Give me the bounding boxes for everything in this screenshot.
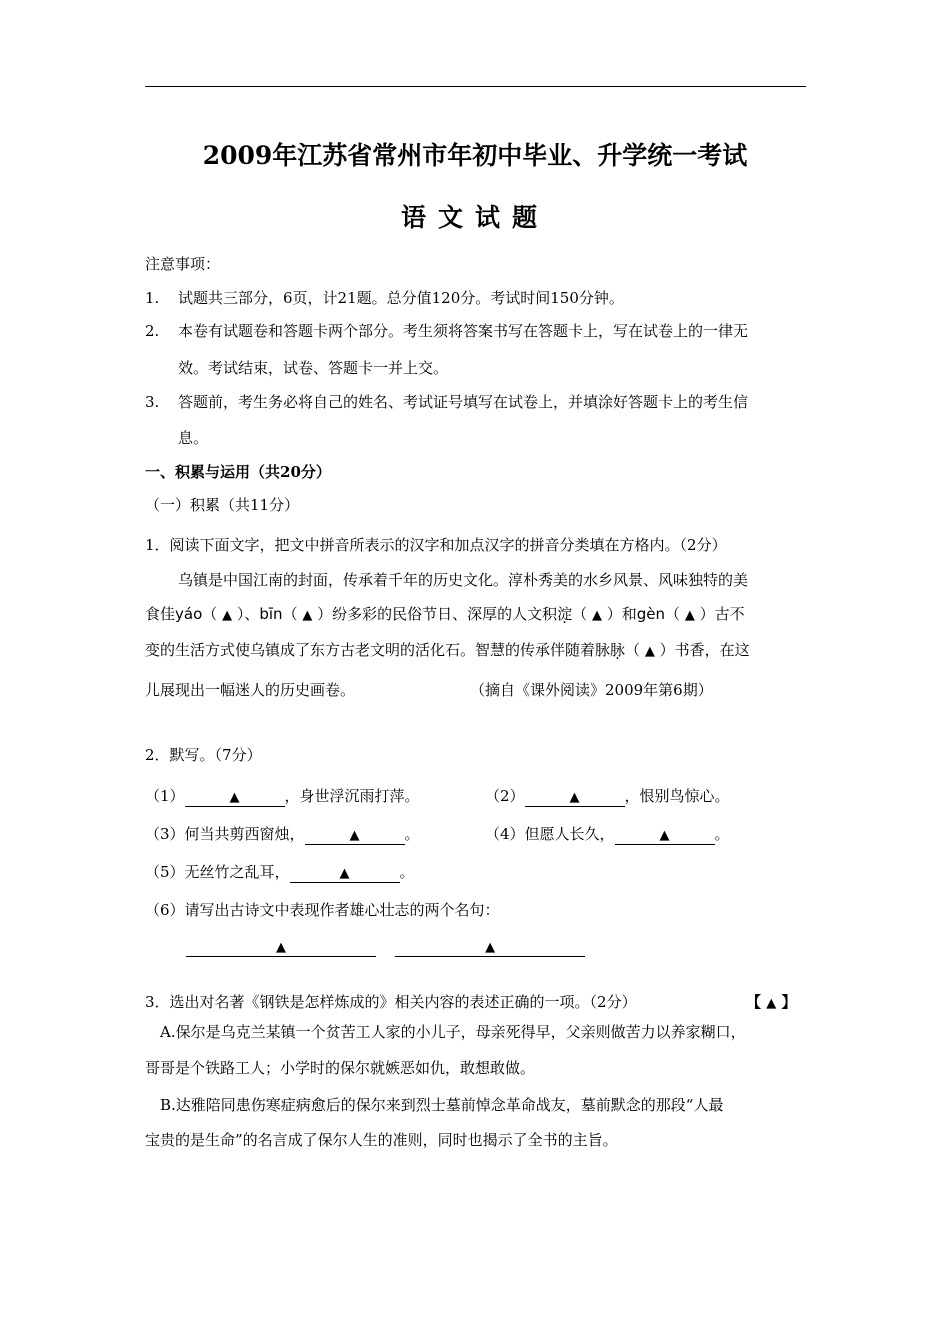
notice-item-3-cont: 息。	[178, 429, 209, 447]
q1-passage-line-2: 食佳yáo（ ▲ ）、bīn（ ▲ ）纷多彩的民俗节日、深厚的人文积淀（ ▲ ）和gèn（ ▲ ）古不	[145, 605, 745, 623]
q3-option-a-line-2: 哥哥是个铁路工人；小学时的保尔就嫉恶如仇，敢想敢做。	[145, 1059, 536, 1077]
notice-num-3: 3.	[145, 393, 160, 411]
q1-stem: 1．阅读下面文字，把文中拼音所表示的汉字和加点汉字的拼音分类填在方格内。（2分）	[145, 536, 727, 554]
answer-blank[interactable]: ▲	[525, 788, 625, 807]
answer-blank[interactable]: ▲	[305, 826, 405, 845]
notice-item-2-cont: 效。考试结束，试卷、答题卡一并上交。	[178, 359, 449, 377]
q2-item-4: （4）但愿人长久， ▲ 。	[485, 825, 730, 843]
exam-subtitle: 语文试题	[400, 203, 549, 232]
pinyin-bin: bīn	[259, 605, 283, 623]
answer-blank[interactable]: ▲	[395, 938, 585, 957]
q1-passage-line-4: 儿展现出一幅迷人的历史画卷。	[145, 681, 356, 699]
q3-stem: 3．选出对名著《钢铁是怎样炼成的》相关内容的表述正确的一项。（2分）	[145, 993, 637, 1011]
answer-mark: ▲	[644, 644, 655, 659]
answer-mark: ▲	[302, 608, 313, 623]
pinyin-yao: yáo	[175, 605, 203, 623]
q1-passage-line-3: 变的生活方式使乌镇成了东方古老文明的活化石。智慧的传承伴随着脉脉（ ▲ ）书香，在这	[145, 641, 750, 659]
q2-item-5: （5）无丝竹之乱耳， ▲ 。	[145, 863, 415, 881]
notice-item-2: 本卷有试题卷和答题卡两个部分。考生须将答案书写在答题卡上，写在试卷上的一律无	[178, 322, 749, 340]
q2-item-2: （2） ▲ ，恨别鸟惊心。	[485, 787, 730, 805]
subsection-heading: （一）积累（共11分）	[145, 496, 300, 514]
notice-item-3: 答题前，考生务必将自己的姓名、考试证号填写在试卷上，并填涂好答题卡上的考生信	[178, 393, 749, 411]
answer-mark: ▲	[684, 608, 695, 623]
notice-num-2: 2.	[145, 322, 160, 340]
q1-source: （摘自《课外阅读》2009年第6期）	[470, 681, 713, 699]
q1-passage-line-1: 乌镇是中国江南的封面，传承着千年的历史文化。淳朴秀美的水乡风景、风味独特的美	[178, 571, 749, 589]
answer-blank[interactable]: ▲	[290, 864, 400, 883]
notice-item-1: 试题共三部分，6页，计21题。总分值120分。考试时间150分钟。	[178, 289, 624, 307]
answer-blank[interactable]: ▲	[186, 938, 376, 957]
pinyin-gen: gèn	[636, 605, 666, 623]
q3-option-b-line-2: 宝贵的是生命”的名言成了保尔人生的准则，同时也揭示了全书的主旨。	[145, 1131, 618, 1149]
exam-title: 2009年江苏省常州市年初中毕业、升学统一考试	[202, 141, 748, 170]
q3-answer-bracket[interactable]: 【 ▲ 】	[746, 993, 797, 1011]
answer-mark: ▲	[222, 608, 233, 623]
answer-blank[interactable]: ▲	[185, 788, 285, 807]
q2-item-6: （6）请写出古诗文中表现作者雄心壮志的两个名句：	[145, 901, 500, 919]
q2-stem: 2．默写。（7分）	[145, 746, 262, 764]
q2-item-3: （3）何当共剪西窗烛， ▲ 。	[145, 825, 420, 843]
answer-blank[interactable]: ▲	[615, 826, 715, 845]
section-heading: 一、积累与运用（共20分）	[145, 463, 331, 481]
answer-mark: ▲	[591, 608, 602, 623]
notice-num-1: 1.	[145, 289, 160, 307]
q3-option-a-line-1: A.保尔是乌克兰某镇一个贫苦工人家的小儿子，母亲死得早，父亲则做苦力以养家糊口，	[160, 1023, 746, 1041]
q2-item-1: （1） ▲ ，身世浮沉雨打萍。	[145, 787, 420, 805]
notice-heading: 注意事项：	[145, 255, 221, 273]
dotted-char-dian: 淀	[557, 605, 573, 623]
q2-item-6-blanks	[186, 936, 585, 957]
dotted-char-mai: 脉	[610, 641, 626, 659]
q3-option-b-line-1: B.达雅陪同患伤寒症病愈后的保尔来到烈士墓前悼念革命战友，墓前默念的那段“人最	[160, 1096, 724, 1114]
header-rule	[145, 86, 806, 87]
